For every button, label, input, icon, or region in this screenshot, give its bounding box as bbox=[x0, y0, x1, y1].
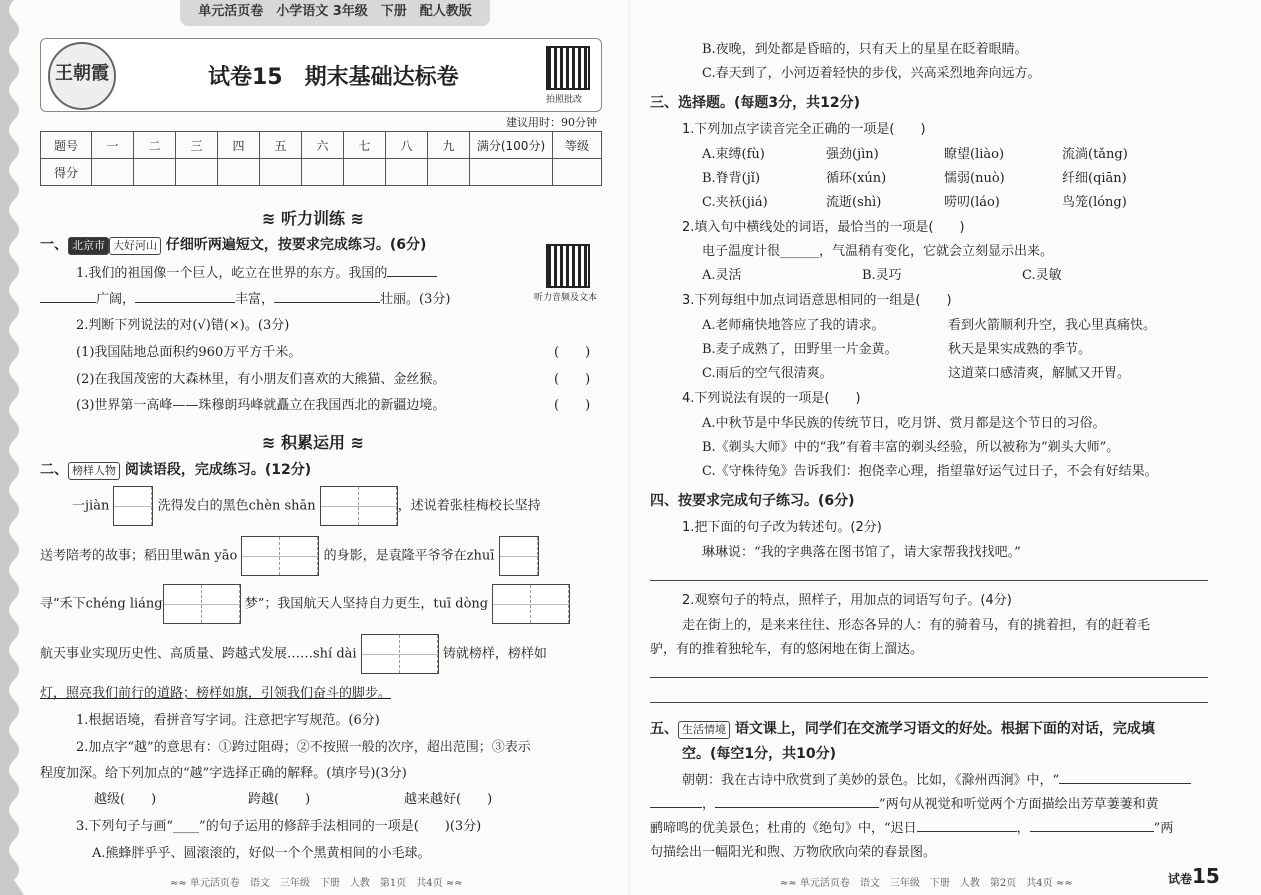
pinyin-item: 流淌(tǎng) bbox=[1062, 147, 1128, 162]
q3-4-option[interactable]: C.《守株待兔》告诉我们：抱侥幸心理，指望靠好运气过日子，不会有好结果。 bbox=[702, 464, 1158, 479]
score-cell: 三 bbox=[176, 132, 218, 159]
pinyin-item: 唠叨(láo) bbox=[944, 195, 1000, 210]
q3-3-sentence: 看到火箭顺利升空，我心里真痛快。 bbox=[948, 318, 1157, 333]
q2-3-option-a[interactable]: A.熊蜂胖乎乎、圆滚滚的，好似一个个黑黄相间的小毛球。 bbox=[92, 846, 431, 861]
q1-1-line-b: 广阔， 丰富， 壮丽。(3分) bbox=[40, 288, 450, 307]
answer-line[interactable] bbox=[650, 677, 1208, 678]
section-heading-accumulation: ≋ 积累运用 ≋ bbox=[262, 433, 364, 452]
pinyin-option[interactable]: B.脊背(jǐ) bbox=[702, 171, 761, 186]
answer-blank[interactable] bbox=[917, 831, 1017, 832]
answer-blank[interactable] bbox=[274, 302, 380, 303]
q2-2-option[interactable]: 跨越( ) bbox=[248, 792, 311, 807]
passage-line-2: 送考陪考的故事；稻田里wān yāo 的身影，是袁隆平爷爷在zhuī bbox=[40, 536, 539, 576]
score-input[interactable] bbox=[218, 159, 260, 186]
q3-4-text: 4.下列说法有误的一项是( ) bbox=[682, 391, 861, 406]
wavy-margin bbox=[0, 0, 24, 895]
question-5-heading-b: 空。(每空1分，共10分) bbox=[682, 746, 837, 762]
score-cell: 二 bbox=[134, 132, 176, 159]
question-1-heading: 一、 北京市 大好河山 仔细听两遍短文，按要求完成练习。(6分) bbox=[40, 237, 427, 253]
q4-2-text: 2.观察句子的特点，照样子，用加点的词语写句子。(4分) bbox=[682, 593, 1012, 608]
score-cell: 八 bbox=[386, 132, 428, 159]
q3-4-option[interactable]: B.《剃头大师》中的“我”有着丰富的剃头经验，所以被称为“剃头大师”。 bbox=[702, 440, 1120, 455]
q3-2-option[interactable]: B.灵巧 bbox=[862, 268, 902, 283]
judge-item: (3)世界第一高峰——珠穆朗玛峰就矗立在我国西北的新疆边境。 bbox=[76, 398, 446, 413]
tag-scenery: 大好河山 bbox=[109, 237, 161, 255]
publisher-logo: 王朝霞 bbox=[48, 42, 116, 110]
q3-2-text: 2.填入句中横线处的词语，最恰当的一项是( ) bbox=[682, 220, 965, 235]
score-cell: 得分 bbox=[41, 159, 92, 186]
page-footer: ≈≈ 单元活页卷 语文 三年级 下册 人教 第1页 共4页 ≈≈ bbox=[170, 878, 463, 889]
q2-2-option[interactable]: 越来越好( ) bbox=[404, 792, 493, 807]
q5-dialog-d: 句描绘出一幅阳光和煦、万物欣欣向荣的春景图。 bbox=[650, 845, 937, 860]
q2-1-text: 1.根据语境，看拼音写字词。注意把字写规范。(6分) bbox=[76, 713, 380, 728]
score-cell: 四 bbox=[218, 132, 260, 159]
q3-3-text: 3.下列每组中加点词语意思相同的一组是( ) bbox=[682, 293, 952, 308]
answer-blank[interactable] bbox=[135, 302, 235, 303]
q1-2-text: 2.判断下列说法的对(√)错(×)。(3分) bbox=[76, 318, 290, 333]
left-page bbox=[0, 0, 628, 895]
pinyin-item: 强劲(jìn) bbox=[826, 147, 879, 162]
writing-grid[interactable] bbox=[492, 584, 570, 624]
answer-blank[interactable] bbox=[1059, 783, 1191, 784]
score-cell: 九 bbox=[428, 132, 470, 159]
score-input[interactable] bbox=[428, 159, 470, 186]
q2-2-text-a: 2.加点字“越”的意思有：①跨过阻碍；②不按照一般的次序，超出范围；③表示 bbox=[76, 740, 531, 755]
writing-grid[interactable] bbox=[241, 536, 319, 576]
score-input[interactable] bbox=[92, 159, 134, 186]
score-input[interactable] bbox=[553, 159, 602, 186]
answer-blank[interactable] bbox=[650, 807, 702, 808]
judge-paren[interactable]: ( ) bbox=[554, 372, 591, 387]
pinyin-item: 鸟笼(lóng) bbox=[1062, 195, 1127, 210]
pinyin-item: 懦弱(nuò) bbox=[944, 171, 1005, 186]
paper-badge: 试卷15 bbox=[1168, 864, 1220, 888]
qr-audio-label: 听力音频及文本 bbox=[534, 293, 598, 303]
qr-code-icon[interactable] bbox=[546, 46, 590, 90]
q5-dialog-a: 朝朝：我在古诗中欣赏到了美妙的景色。比如，《滁州西涧》中，“ bbox=[682, 769, 1191, 788]
q5-dialog-c: 鹂啼鸣的优美景色；杜甫的《绝句》中，“迟日 ， ”两 bbox=[650, 821, 1174, 836]
q4-1-sentence: 琳琳说：“我的字典落在图书馆了，请大家帮我找找吧。” bbox=[702, 545, 1021, 560]
score-cell: 六 bbox=[302, 132, 344, 159]
score-input[interactable] bbox=[176, 159, 218, 186]
q3-2-option[interactable]: C.灵敏 bbox=[1022, 268, 1062, 283]
writing-grid[interactable] bbox=[361, 634, 439, 674]
q3-2-option[interactable]: A.灵活 bbox=[702, 268, 742, 283]
q3-1-text: 1.下列加点字读音完全正确的一项是( ) bbox=[682, 122, 926, 137]
judge-item: (1)我国陆地总面积约960万平方千米。 bbox=[76, 345, 302, 360]
q2-3-option-b[interactable]: B.夜晚，到处都是昏暗的，只有天上的星星在眨着眼睛。 bbox=[702, 42, 1028, 57]
qr-audio-icon[interactable] bbox=[546, 244, 590, 288]
passage-line-1: 一jiàn 洗得发白的黑色chèn shān ，述说着张桂梅校长坚持 bbox=[72, 486, 541, 526]
q1-1-line-a: 1.我们的祖国像一个巨人，屹立在世界的东方。我国的 bbox=[76, 262, 437, 281]
question-4-heading: 四、按要求完成句子练习。(6分) bbox=[650, 493, 855, 509]
answer-blank[interactable] bbox=[715, 807, 879, 808]
top-bar: 单元活页卷 小学语文 3年级 下册 配人教版 bbox=[180, 0, 490, 26]
writing-grid[interactable] bbox=[163, 584, 241, 624]
score-input[interactable] bbox=[302, 159, 344, 186]
passage-line-3: 寻“禾下chéng liáng 梦”；我国航天人坚持自力更生，tuī dòng bbox=[40, 584, 570, 624]
passage-line-5: 灯，照亮我们前行的道路；榜样如旗，引领我们奋斗的脚步。 bbox=[40, 686, 392, 701]
question-2-heading: 二、 榜样人物 阅读语段，完成练习。(12分) bbox=[40, 462, 312, 478]
pinyin-item: 循环(xún) bbox=[826, 171, 887, 186]
tag-life-situation: 生活情境 bbox=[678, 721, 730, 739]
pinyin-item: 瞭望(liào) bbox=[944, 147, 1005, 162]
score-input[interactable] bbox=[344, 159, 386, 186]
q3-3-option[interactable]: A.老师痛快地答应了我的请求。 bbox=[702, 318, 885, 333]
answer-blank[interactable] bbox=[40, 302, 96, 303]
pinyin-item: 流逝(shì) bbox=[826, 195, 882, 210]
q5-dialog-b: ， ”两句从视觉和听觉两个方面描绘出芳草萋萋和黄 bbox=[650, 793, 1159, 812]
score-input[interactable] bbox=[134, 159, 176, 186]
q3-3-option[interactable]: B.麦子成熟了，田野里一片金黄。 bbox=[702, 342, 898, 357]
writing-grid[interactable] bbox=[113, 486, 153, 526]
score-table bbox=[40, 131, 602, 186]
paper-title: 试卷15 期末基础达标卷 bbox=[208, 65, 459, 90]
q3-3-sentence: 这道菜口感清爽，解腻又开胃。 bbox=[948, 366, 1131, 381]
pinyin-option[interactable]: C.夹袄(jiá) bbox=[702, 195, 768, 210]
judge-paren[interactable]: ( ) bbox=[554, 345, 591, 360]
score-input[interactable] bbox=[260, 159, 302, 186]
score-cell: 一 bbox=[92, 132, 134, 159]
q3-4-option[interactable]: A.中秋节是中华民族的传统节日，吃月饼、赏月都是这个节日的习俗。 bbox=[702, 416, 1106, 431]
judge-item: (2)在我国茂密的大森林里，有小朋友们喜欢的大熊猫、金丝猴。 bbox=[76, 372, 446, 387]
question-5-heading: 五、 生活情境 语文课上，同学们在交流学习语文的好处。根据下面的对话，完成填 bbox=[650, 721, 1155, 737]
q2-2-text-b: 程度加深。给下列加点的“越”字选择正确的解释。(填序号)(3分) bbox=[40, 766, 407, 781]
score-cell: 五 bbox=[260, 132, 302, 159]
q4-2-sentence-b: 驴，有的推着独轮车，有的悠闲地在街上溜达。 bbox=[650, 642, 924, 657]
score-cell: 题号 bbox=[41, 132, 92, 159]
q4-2-sentence-a: 走在街上的，是来来往往、形态各异的人：有的骑着马，有的挑着担，有的赶着毛 bbox=[682, 618, 1151, 633]
q2-3-text: 3.下列句子与画“____”的句子运用的修辞手法相同的一项是( )(3分) bbox=[76, 819, 482, 834]
section-heading-listening: ≋ 听力训练 ≋ bbox=[262, 209, 364, 228]
writing-grid[interactable] bbox=[320, 486, 398, 526]
right-page bbox=[630, 0, 1261, 895]
answer-line[interactable] bbox=[650, 702, 1208, 703]
tag-beijing: 北京市 bbox=[68, 237, 109, 255]
question-3-heading: 三、选择题。(每题3分，共12分) bbox=[650, 95, 861, 111]
judge-paren[interactable]: ( ) bbox=[554, 398, 591, 413]
pinyin-option[interactable]: A.束缚(fù) bbox=[702, 147, 765, 162]
answer-line[interactable] bbox=[650, 580, 1208, 581]
score-cell: 满分(100分) bbox=[470, 132, 553, 159]
writing-grid[interactable] bbox=[499, 536, 539, 576]
qr-label: 拍照批改 bbox=[546, 95, 583, 105]
passage-line-4: 航天事业实现历史性、高质量、跨越式发展……shí dài 铸就榜样，榜样如 bbox=[40, 634, 547, 674]
q2-2-option[interactable]: 越级( ) bbox=[94, 792, 157, 807]
page-footer: ≈≈ 单元活页卷 语文 三年级 下册 人教 第2页 共4页 ≈≈ bbox=[780, 878, 1073, 889]
q3-2-sentence: 电子温度计很______，气温稍有变化，它就会立刻显示出来。 bbox=[702, 244, 1054, 259]
score-input[interactable] bbox=[470, 159, 553, 186]
q3-3-option[interactable]: C.雨后的空气很清爽。 bbox=[702, 366, 833, 381]
time-note: 建议用时：90分钟 bbox=[506, 116, 597, 129]
score-input[interactable] bbox=[386, 159, 428, 186]
tag-role-model: 榜样人物 bbox=[68, 462, 120, 480]
q2-3-option-c[interactable]: C.春天到了，小河迈着轻快的步伐，兴高采烈地奔向远方。 bbox=[702, 66, 1041, 81]
q3-3-sentence: 秋天是果实成熟的季节。 bbox=[948, 342, 1092, 357]
answer-blank[interactable] bbox=[1030, 831, 1154, 832]
score-cell: 等级 bbox=[553, 132, 602, 159]
pinyin-item: 纤细(qiān) bbox=[1062, 171, 1127, 186]
score-cell: 七 bbox=[344, 132, 386, 159]
q4-1-text: 1.把下面的句子改为转述句。(2分) bbox=[682, 520, 882, 535]
